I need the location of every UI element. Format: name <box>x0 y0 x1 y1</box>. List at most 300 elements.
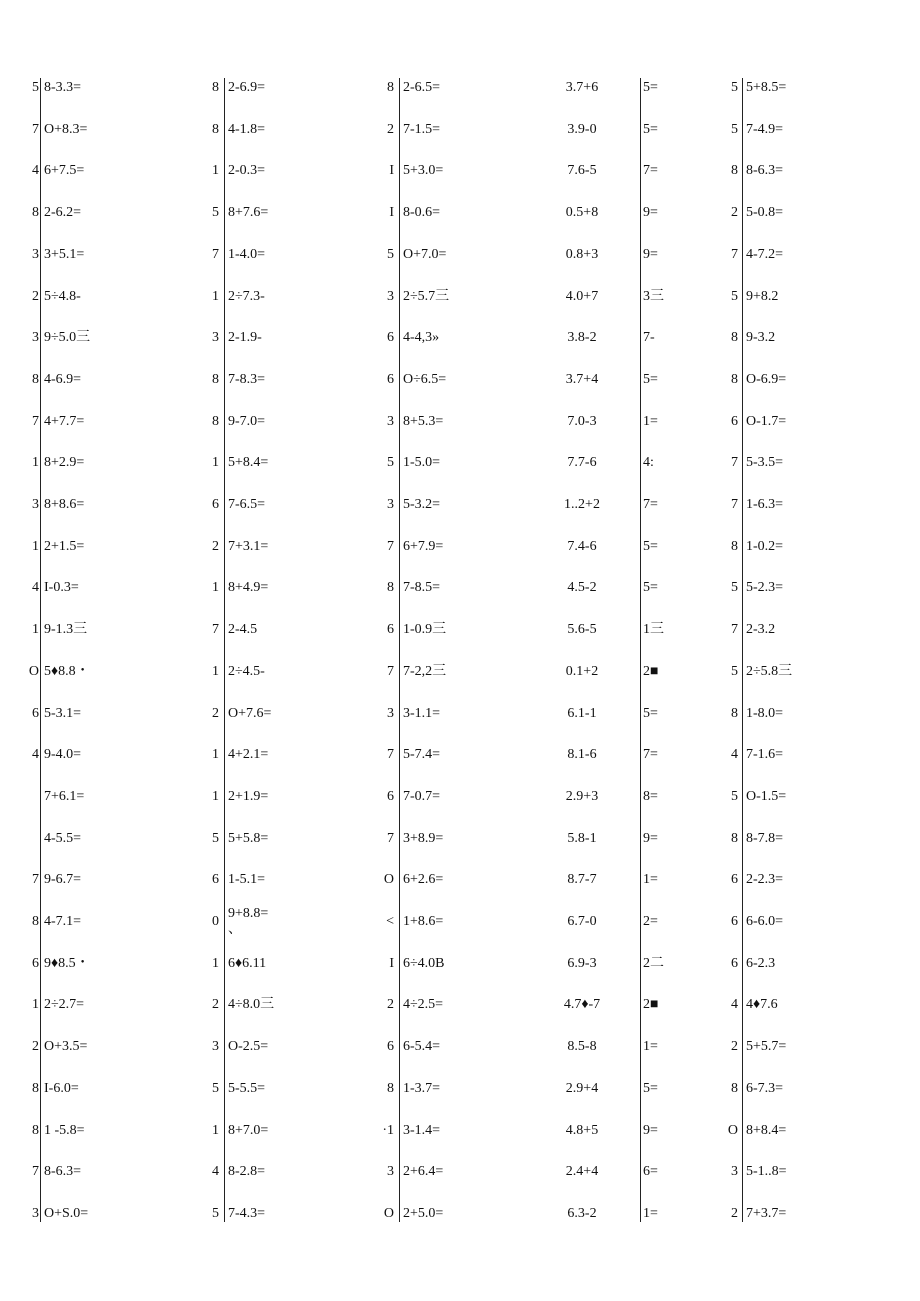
problem: 2+1.5= <box>44 538 85 554</box>
worksheet-row <box>0 1206 920 1248</box>
row-number: 5 <box>731 663 738 679</box>
problem: 2.9+3 <box>565 788 599 804</box>
problem: 4÷8.0三 <box>228 997 275 1013</box>
problem: 7+3.1= <box>228 538 269 554</box>
row-number: 1 <box>212 580 219 596</box>
problem: 4.8+5 <box>565 1122 599 1138</box>
row-number: 5 <box>387 246 394 262</box>
problem: 8.1-6 <box>567 747 597 763</box>
problem: 6+2.6= <box>403 872 444 888</box>
row-number: O <box>727 1122 738 1138</box>
problem: 7.7-6 <box>567 455 597 471</box>
worksheet-row <box>0 1164 920 1206</box>
row-number: 1 <box>212 1122 219 1138</box>
row-number: 3 <box>387 497 394 512</box>
row-number: 4 <box>32 580 39 596</box>
problem: 2-6.9= <box>228 80 266 95</box>
problem: 9= <box>643 246 658 262</box>
row-number: 8 <box>212 80 219 95</box>
problem: 3.7+4 <box>565 371 599 387</box>
problem: 3三 <box>643 288 664 304</box>
problem: 4-6.9= <box>44 371 82 387</box>
worksheet-row <box>0 414 920 456</box>
row-number: 7 <box>731 455 738 471</box>
row-number: 7 <box>212 246 219 262</box>
problem: 2-6.5= <box>403 80 441 95</box>
problem: 6-5.4= <box>403 1039 441 1055</box>
problem: 8+7.6= <box>228 205 269 221</box>
problem: 4.7♦-7 <box>563 997 601 1013</box>
worksheet-row <box>0 872 920 914</box>
problem: 2÷5.8三 <box>746 663 793 679</box>
row-number: 8 <box>32 371 39 387</box>
problem: 4-4,3» <box>403 330 440 346</box>
problem: 8+8.6= <box>44 497 85 512</box>
problem: 8-3.3= <box>44 80 82 95</box>
problem: 2-0.3= <box>228 163 266 179</box>
row-number: 7 <box>387 663 394 679</box>
problem: 5-3.1= <box>44 705 82 721</box>
row-number: 5 <box>731 121 738 137</box>
problem: 9-7.0= <box>228 413 266 429</box>
row-number: 2 <box>32 288 39 304</box>
row-number: 2 <box>731 1205 738 1221</box>
problem: 4+7.7= <box>44 413 85 429</box>
problem: 4÷2.5= <box>403 997 444 1013</box>
problem: 5+5.8= <box>228 830 269 846</box>
worksheet-row <box>0 831 920 873</box>
row-number: 2 <box>32 1039 39 1055</box>
problem: 8+7.0= <box>228 1122 269 1138</box>
problem: 2.4+4 <box>565 1164 599 1180</box>
problem: 5= <box>643 705 658 721</box>
problem: 2+5.0= <box>403 1205 444 1221</box>
worksheet-row <box>0 997 920 1039</box>
row-number: 7 <box>387 747 394 763</box>
problem: 1-8.0= <box>746 705 784 721</box>
row-number: 1 <box>32 997 39 1013</box>
row-number: 5 <box>32 80 39 95</box>
problem: 6+7.9= <box>403 538 444 554</box>
row-number: 3 <box>387 1164 394 1180</box>
row-number: 6 <box>731 872 738 888</box>
row-number: 3 <box>212 1039 219 1055</box>
row-number: 2 <box>387 121 394 137</box>
problem: O-1.7= <box>746 413 787 429</box>
problem: 1三 <box>643 622 664 638</box>
problem: 9+8.8= 、 <box>228 906 269 937</box>
problem: 8-0.6= <box>403 205 441 221</box>
problem: 1-5.0= <box>403 455 441 471</box>
row-number: 5 <box>387 455 394 471</box>
problem: 6.7-0 <box>567 914 597 929</box>
problem: 5÷4.8- <box>44 288 81 304</box>
problem: 7+3.7= <box>746 1205 787 1221</box>
row-number: O <box>28 663 39 679</box>
row-number: 3 <box>387 705 394 721</box>
problem: 5= <box>643 538 658 554</box>
problem: 3+8.9= <box>403 830 444 846</box>
row-number: 7 <box>212 622 219 638</box>
problem: 2二 <box>643 955 664 971</box>
problem: O+7.6= <box>228 705 272 721</box>
problem: 5-7.4= <box>403 747 441 763</box>
row-number: I <box>389 205 394 221</box>
problem: 2÷2.7= <box>44 997 85 1013</box>
problem: O+7.0= <box>403 246 447 262</box>
row-number: 8 <box>387 580 394 596</box>
problem: 5-2.3= <box>746 580 784 596</box>
problem: 7= <box>643 497 658 512</box>
problem: 1..2+2 <box>564 497 600 512</box>
problem: 9♦8.5・ <box>44 955 90 971</box>
problem: 5+8.5= <box>746 80 787 95</box>
problem: 6.9-3 <box>567 955 597 971</box>
row-number: 6 <box>32 705 39 721</box>
row-number: 8 <box>387 80 394 95</box>
problem: 5+3.0= <box>403 163 444 179</box>
row-number: 2 <box>731 205 738 221</box>
problem: 7.0-3 <box>567 413 597 429</box>
problem: 6-2.3 <box>746 955 776 971</box>
row-number: 4 <box>731 747 738 763</box>
problem: 0.8+3 <box>565 246 599 262</box>
row-number: 4 <box>731 997 738 1013</box>
problem: 7= <box>643 163 658 179</box>
worksheet-row <box>0 330 920 372</box>
problem: 8-7.8= <box>746 830 784 846</box>
problem: 1-0.2= <box>746 538 784 554</box>
problem: 4.5-2 <box>567 580 597 596</box>
problem: 8-2.8= <box>228 1164 266 1180</box>
row-number: 6 <box>387 622 394 638</box>
row-number: 1 <box>212 955 219 971</box>
problem: 2÷4.5- <box>228 663 265 679</box>
worksheet-row <box>0 789 920 831</box>
worksheet-row <box>0 956 920 998</box>
problem: 7- <box>643 330 655 346</box>
worksheet-row <box>0 163 920 205</box>
problem: 7-2,2三 <box>403 663 447 679</box>
row-number: 1 <box>212 788 219 804</box>
row-number: 6 <box>387 1039 394 1055</box>
problem: 3.9-0 <box>567 121 597 137</box>
problem: 4♦7.6 <box>746 997 778 1013</box>
problem: 1-3.7= <box>403 1080 441 1096</box>
problem: 7+6.1= <box>44 788 85 804</box>
problem: 5= <box>643 80 658 95</box>
row-number: 3 <box>32 497 39 512</box>
problem: O÷6.5= <box>403 371 447 387</box>
row-number: 7 <box>731 246 738 262</box>
problem: 7-6.5= <box>228 497 266 512</box>
row-number: 6 <box>387 330 394 346</box>
problem: 8+8.4= <box>746 1122 787 1138</box>
problem: 3-1.1= <box>403 705 441 721</box>
worksheet-row <box>0 1039 920 1081</box>
worksheet-row <box>0 372 920 414</box>
worksheet-row <box>0 289 920 331</box>
problem: 4+2.1= <box>228 747 269 763</box>
problem: 2= <box>643 914 658 929</box>
row-number: 8 <box>212 413 219 429</box>
problem: 3.8-2 <box>567 330 597 346</box>
problem: O-1.5= <box>746 788 787 804</box>
row-number: I <box>389 955 394 971</box>
problem: 6.3-2 <box>567 1205 597 1221</box>
row-number: 3 <box>32 246 39 262</box>
problem: 5-3.2= <box>403 497 441 512</box>
problem: 2-2.3= <box>746 872 784 888</box>
row-number: 2 <box>387 997 394 1013</box>
problem: 2+1.9= <box>228 788 269 804</box>
problem: 3-1.4= <box>403 1122 441 1138</box>
problem: 8+2.9= <box>44 455 85 471</box>
row-number: 5 <box>731 788 738 804</box>
worksheet-row <box>0 455 920 497</box>
problem: 5+8.4= <box>228 455 269 471</box>
problem: 1= <box>643 413 658 429</box>
row-number: 8 <box>212 121 219 137</box>
row-number: 8 <box>731 371 738 387</box>
row-number: 1 <box>32 455 39 471</box>
problem: 1 -5.8= <box>44 1122 85 1138</box>
worksheet-row <box>0 205 920 247</box>
row-number: 8 <box>32 914 39 929</box>
problem: 4-1.8= <box>228 121 266 137</box>
problem: I-6.0= <box>44 1080 79 1096</box>
row-number: 7 <box>32 121 39 137</box>
problem: 7.6-5 <box>567 163 597 179</box>
row-number: 6 <box>731 955 738 971</box>
problem: 5+5.7= <box>746 1039 787 1055</box>
problem: 7-1.5= <box>403 121 441 137</box>
problem: 1-4.0= <box>228 246 266 262</box>
problem: 6-6.0= <box>746 914 784 929</box>
problem: I-0.3= <box>44 580 79 596</box>
row-number: 6 <box>731 413 738 429</box>
row-number: 6 <box>32 955 39 971</box>
problem: 7-0.7= <box>403 788 441 804</box>
problem: 1= <box>643 872 658 888</box>
row-number: 1 <box>212 288 219 304</box>
problem: 1-0.9三 <box>403 622 447 638</box>
row-number: 8 <box>32 205 39 221</box>
problem: 5= <box>643 371 658 387</box>
row-number: 5 <box>212 1080 219 1096</box>
problem: 2-1.9- <box>228 330 262 346</box>
worksheet-row <box>0 80 920 122</box>
row-number: 8 <box>731 330 738 346</box>
problem: 9+8.2 <box>746 288 779 304</box>
row-number: 3 <box>32 1205 39 1221</box>
worksheet-row <box>0 247 920 289</box>
row-number: 6 <box>212 497 219 512</box>
row-number: 1 <box>212 455 219 471</box>
problem: O-6.9= <box>746 371 787 387</box>
problem: 5-5.5= <box>228 1080 266 1096</box>
row-number: 6 <box>387 371 394 387</box>
problem: 2-6.2= <box>44 205 82 221</box>
problem: 5= <box>643 1080 658 1096</box>
row-number: 0 <box>212 914 219 929</box>
problem: 8-6.3= <box>746 163 784 179</box>
problem: O+8.3= <box>44 121 88 137</box>
problem: 8.5-8 <box>567 1039 597 1055</box>
problem: 5.6-5 <box>567 622 597 638</box>
problem: O-2.5= <box>228 1039 269 1055</box>
row-number: 4 <box>32 163 39 179</box>
worksheet-row <box>0 706 920 748</box>
row-number: 7 <box>32 1164 39 1180</box>
problem: 7= <box>643 747 658 763</box>
row-number: 3 <box>387 288 394 304</box>
problem: 8-6.3= <box>44 1164 82 1180</box>
problem: 8+4.9= <box>228 580 269 596</box>
problem: 2.9+4 <box>565 1080 599 1096</box>
problem: 4.0+7 <box>565 288 599 304</box>
problem: 1= <box>643 1039 658 1055</box>
row-number: 5 <box>731 288 738 304</box>
row-number: 7 <box>387 830 394 846</box>
problem: 9÷5.0三 <box>44 330 91 346</box>
row-number: 7 <box>32 872 39 888</box>
worksheet-row <box>0 580 920 622</box>
problem: 5-1..8= <box>746 1164 787 1180</box>
row-number: 7 <box>32 413 39 429</box>
row-number: 6 <box>731 914 738 929</box>
row-number: I <box>389 163 394 179</box>
row-number: 8 <box>212 371 219 387</box>
worksheet-row <box>0 622 920 664</box>
problem: 7-1.6= <box>746 747 784 763</box>
row-number: 3 <box>212 330 219 346</box>
problem: 9-4.0= <box>44 747 82 763</box>
problem: 5♦8.8・ <box>44 663 90 679</box>
row-number: 2 <box>212 538 219 554</box>
row-number: 5 <box>731 580 738 596</box>
problem: 4-7.2= <box>746 246 784 262</box>
row-number: 8 <box>387 1080 394 1096</box>
row-number: O <box>383 1205 394 1221</box>
problem: 6+7.5= <box>44 163 85 179</box>
row-number: 3 <box>387 413 394 429</box>
problem: 8.7-7 <box>567 872 597 888</box>
problem: 1= <box>643 1205 658 1221</box>
problem: 1+8.6= <box>403 914 444 929</box>
worksheet-row <box>0 1081 920 1123</box>
row-number: 8 <box>731 538 738 554</box>
row-number: 2 <box>212 997 219 1013</box>
row-number: 1 <box>212 663 219 679</box>
problem: 2÷5.7三 <box>403 288 450 304</box>
row-number: 4 <box>32 747 39 763</box>
row-number: 5 <box>212 205 219 221</box>
problem: 2+6.4= <box>403 1164 444 1180</box>
worksheet-row <box>0 747 920 789</box>
problem: 6÷4.0B <box>403 955 445 971</box>
row-number: 1 <box>212 747 219 763</box>
row-number: 5 <box>212 1205 219 1221</box>
row-number: ·1 <box>382 1122 394 1138</box>
problem: 5-0.8= <box>746 205 784 221</box>
row-number: 6 <box>212 872 219 888</box>
problem: 3+5.1= <box>44 246 85 262</box>
row-number: 2 <box>731 1039 738 1055</box>
problem: 4: <box>643 455 654 471</box>
row-number: 5 <box>212 830 219 846</box>
problem: 2-4.5 <box>228 622 258 638</box>
row-number: 8 <box>731 1080 738 1096</box>
problem: 7-8.3= <box>228 371 266 387</box>
worksheet-row <box>0 497 920 539</box>
worksheet-row <box>0 122 920 164</box>
problem: 9= <box>643 1122 658 1138</box>
problem: O+3.5= <box>44 1039 88 1055</box>
row-number: 6 <box>387 788 394 804</box>
row-number: O <box>383 872 394 888</box>
problem: O+S.0= <box>44 1205 89 1221</box>
problem: 5= <box>643 580 658 596</box>
problem: 6-7.3= <box>746 1080 784 1096</box>
row-number: 7 <box>387 538 394 554</box>
problem: 5= <box>643 121 658 137</box>
problem: 7-8.5= <box>403 580 441 596</box>
problem: 9-1.3三 <box>44 622 88 638</box>
problem: 1-5.1= <box>228 872 266 888</box>
row-number: 7 <box>731 497 738 512</box>
problem: 4-7.1= <box>44 914 82 929</box>
worksheet-row <box>0 539 920 581</box>
row-number: 1 <box>32 622 39 638</box>
problem: 9= <box>643 205 658 221</box>
row-number: 3 <box>32 330 39 346</box>
problem: 8+5.3= <box>403 413 444 429</box>
problem: 2÷7.3- <box>228 288 265 304</box>
problem: 2-3.2 <box>746 622 776 638</box>
problem: 1-6.3= <box>746 497 784 512</box>
row-number: 8 <box>32 1122 39 1138</box>
row-number: 7 <box>731 622 738 638</box>
worksheet-row <box>0 1123 920 1165</box>
problem: 9-3.2 <box>746 330 776 346</box>
row-number: 8 <box>731 830 738 846</box>
problem: 6= <box>643 1164 658 1180</box>
worksheet-row <box>0 906 920 956</box>
problem: 7-4.9= <box>746 121 784 137</box>
row-number: 1 <box>32 538 39 554</box>
problem: 6♦6.11 <box>228 955 267 971</box>
problem: 5-3.5= <box>746 455 784 471</box>
problem: 0.1+2 <box>565 663 599 679</box>
row-number: 8 <box>32 1080 39 1096</box>
problem: 0.5+8 <box>565 205 599 221</box>
row-number: 1 <box>212 163 219 179</box>
problem: 6.1-1 <box>567 705 597 721</box>
row-number: 8 <box>731 163 738 179</box>
problem: 5.8-1 <box>567 830 597 846</box>
problem: 3.7+6 <box>565 80 599 95</box>
row-number: < <box>386 914 394 929</box>
problem: 7-4.3= <box>228 1205 266 1221</box>
problem: 2■ <box>643 997 659 1013</box>
row-number: 4 <box>212 1164 219 1180</box>
row-number: 2 <box>212 705 219 721</box>
problem: 2■ <box>643 663 659 679</box>
worksheet-row <box>0 664 920 706</box>
problem: 7.4-6 <box>567 538 597 554</box>
problem: 8= <box>643 788 658 804</box>
